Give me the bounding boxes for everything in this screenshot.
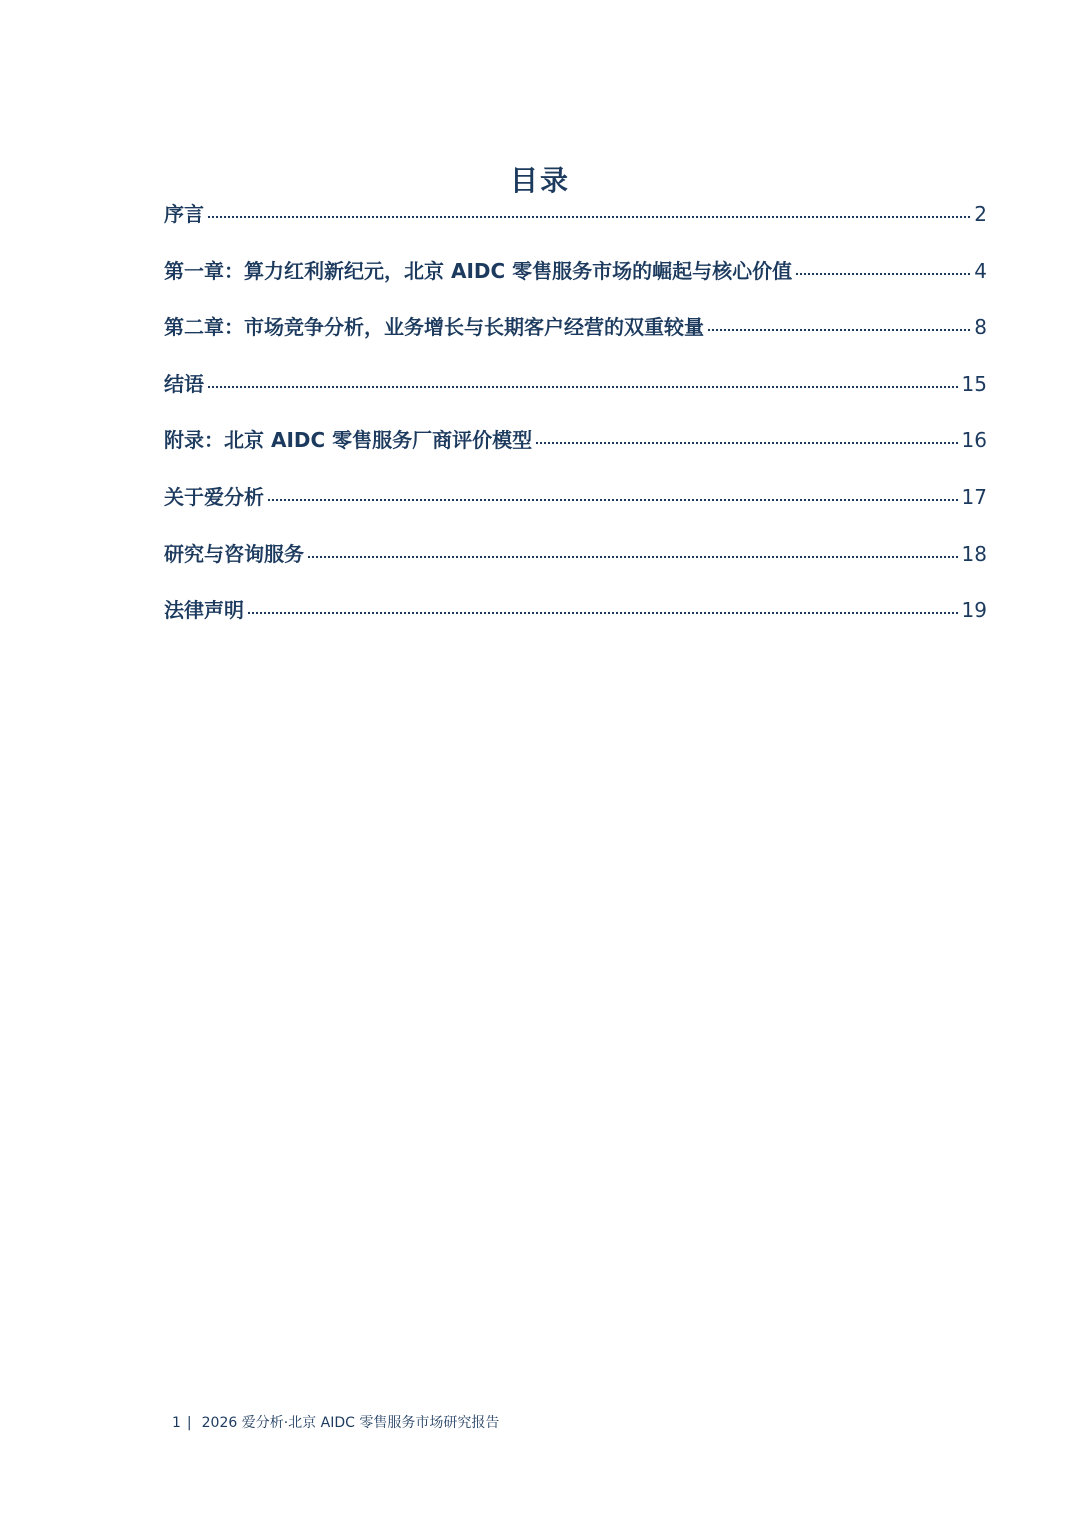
dot-leader	[308, 556, 958, 558]
toc-entry-page: 4	[974, 258, 987, 283]
dot-leader	[208, 386, 958, 388]
toc-entry-chapter-2[interactable]	[164, 311, 987, 368]
toc-entry-research-services[interactable]	[164, 538, 987, 595]
toc-entry-page: 2	[974, 202, 987, 226]
toc-entry-preface[interactable]	[164, 198, 987, 255]
dot-leader	[268, 499, 958, 501]
toc-entry-page: 19	[961, 598, 987, 623]
toc-entry-label: 序言	[164, 202, 204, 226]
footer-page-number: 1	[172, 1415, 181, 1431]
toc-entry-label: 关于爱分析	[164, 484, 264, 509]
toc-entry-label: 附录：北京 AIDC 零售服务厂商评价模型	[164, 428, 533, 453]
table-of-contents	[164, 198, 987, 651]
toc-entry-chapter-1[interactable]	[164, 255, 987, 312]
footer-report-title: 2026 爱分析·北京 AIDC 零售服务市场研究报告	[201, 1415, 500, 1431]
toc-entry-label: 结语	[164, 371, 204, 396]
toc-entry-label: 第一章：算力红利新纪元，北京 AIDC 零售服务市场的崛起与核心价值	[164, 258, 793, 283]
toc-entry-page: 17	[961, 484, 987, 509]
toc-entry-label: 法律声明	[164, 598, 244, 623]
footer-separator: |	[186, 1415, 192, 1431]
dot-leader	[248, 612, 958, 614]
toc-entry-label: 第二章：市场竞争分析，业务增长与长期客户经营的双重较量	[164, 315, 704, 340]
toc-entry-appendix[interactable]	[164, 424, 987, 481]
toc-entry-page: 15	[961, 371, 987, 396]
dot-leader	[796, 273, 970, 275]
toc-entry-about[interactable]	[164, 481, 987, 538]
dot-leader	[208, 216, 970, 218]
toc-entry-conclusion[interactable]	[164, 368, 987, 425]
toc-entry-page: 18	[961, 541, 987, 566]
page-footer	[172, 1412, 499, 1432]
dot-leader	[536, 442, 957, 444]
toc-entry-page: 8	[974, 315, 987, 340]
toc-entry-legal-notice[interactable]	[164, 594, 987, 651]
toc-entry-label: 研究与咨询服务	[164, 541, 304, 566]
page-title: 目录	[509, 163, 570, 197]
toc-entry-page: 16	[961, 428, 987, 453]
dot-leader	[708, 329, 970, 331]
